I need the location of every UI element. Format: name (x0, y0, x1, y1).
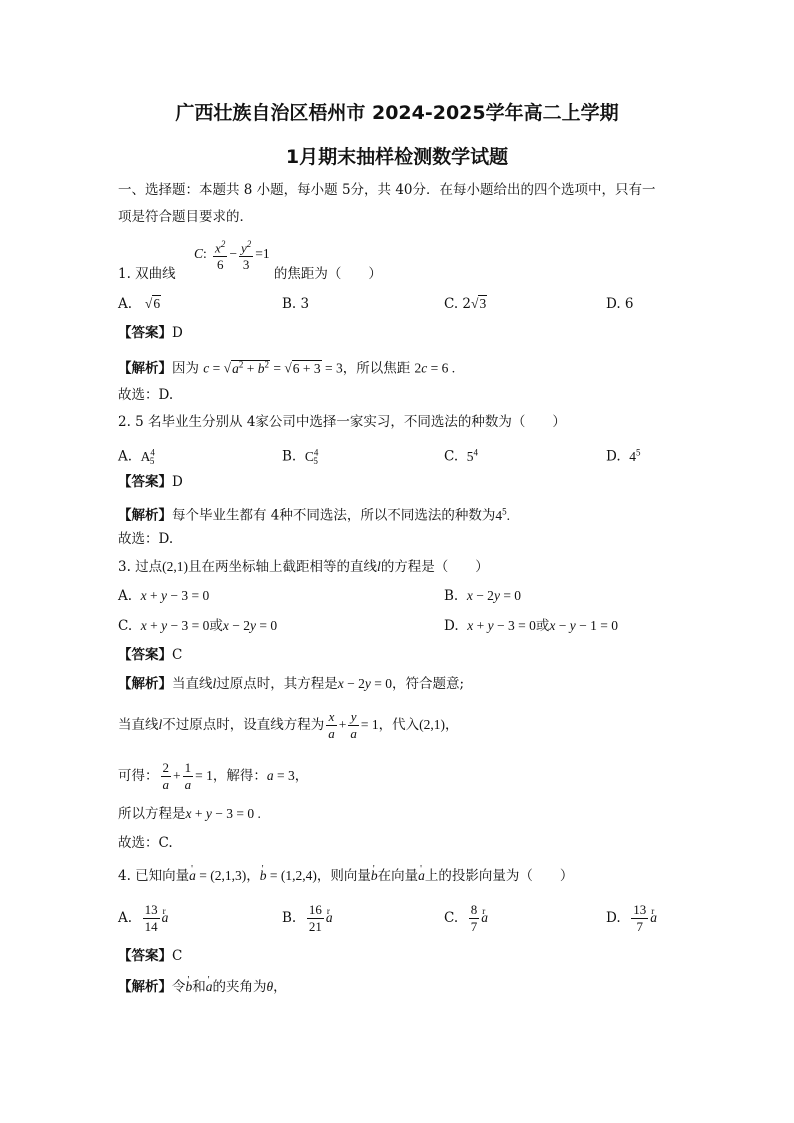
q4-option-c: C. $\frac{8}{7}$ r a (444, 902, 488, 935)
section1-instructions: 一、选择题：本题共 8 小题，每小题 5分，共 40分．在每小题给出的四个选项中，只有一 (118, 182, 656, 198)
question-2-stem: 2. 5 名毕业生分别从 4家公司中选择一家实习，不同选法的种数为（ ） (118, 414, 566, 430)
question-4-stem: 4. 已知向量' a = (2,1,3)，' b = (1,2,4)，则向量' b在向量' a上的投影向量为（ ） (118, 866, 573, 886)
hyperbola-equation: C: $\frac{x^2}{6}$ − $\frac{y^2}{3}$ =1 (194, 236, 270, 273)
title-line-1: 广西壮族自治区梧州市 2024-2025学年高二上学期 (175, 102, 619, 124)
q3-analysis-line-1: 【解析】当直线l过原点时，其方程是x − 2y = 0，符合题意; (118, 676, 465, 692)
q1-option-d: D. 6 (606, 296, 634, 312)
q4-analysis: 【解析】令' b和' a的夹角为θ， (118, 977, 287, 997)
q3-option-d: D. x + y − 3 = 0或x − y − 1 = 0 (444, 618, 618, 634)
q1-option-b: B. 3 (282, 296, 310, 312)
q3-analysis-line-3: 可得： $\frac{2}{a}$ + $\frac{1}{a}$ = 1，解得：a = 3， (118, 760, 309, 792)
q3-option-b: B. x − 2y = 0 (444, 588, 522, 604)
q3-option-a: A. x + y − 3 = 0 (118, 588, 210, 604)
q1-answer: 【答案】D (118, 325, 183, 341)
q2-option-d: D. $4^5$ (606, 447, 641, 465)
q3-analysis-line-2: 当直线l不过原点时，设直线方程为 $\frac{x}{a}$ + $\frac{y}{a}$ = 1，代入(2,1)， (118, 709, 459, 741)
q3-conclusion: 故选：C. (118, 835, 173, 851)
q2-option-b: B. $C^4_5$ (282, 447, 319, 467)
q4-option-a: A. $\frac{13}{14}$ r a (118, 902, 168, 935)
q2-option-c: C. $5^4$ (444, 447, 478, 465)
q2-conclusion: 故选：D. (118, 531, 174, 547)
q4-option-b: B. $\frac{16}{21}$ r a (282, 902, 333, 935)
q2-analysis: 【解析】每个毕业生都有 4种不同选法，所以不同选法的种数为$4^5$. (118, 506, 511, 524)
q1-option-c: C. 2√3 (444, 296, 487, 312)
section1-instructions-cont: 项是符合题目要求的． (118, 209, 253, 225)
q4-answer: 【答案】C (118, 948, 183, 964)
question-1-stem: 1. 双曲线 C: $\frac{x^2}{6}$ − $\frac{y^2}{3}$ =1 的焦距为（ ） (118, 236, 382, 284)
q3-option-c: C. x + y − 3 = 0或x − 2y = 0 (118, 618, 278, 634)
q2-option-a: A. $A^4_5$ (118, 447, 155, 467)
q1-conclusion: 故选：D. (118, 387, 174, 403)
title-line-2: 1月期末抽样检测数学试题 (285, 146, 509, 168)
q3-answer: 【答案】C (118, 647, 183, 663)
q3-analysis-line-4: 所以方程是x + y − 3 = 0 . (118, 806, 261, 822)
q2-answer: 【答案】D (118, 474, 183, 490)
question-3-stem: 3. 过点(2,1)且在两坐标轴上截距相等的直线l的方程是（ ） (118, 559, 489, 575)
q1-option-a: A. √6 (118, 296, 161, 312)
q1-analysis: 【解析】因为 $c = √a^2 + b^2 = √6 + 3 = 3$，所以焦距 2c = 6 . (118, 359, 456, 377)
q4-option-d: D. $\frac{13}{7}$ r a (606, 902, 657, 935)
